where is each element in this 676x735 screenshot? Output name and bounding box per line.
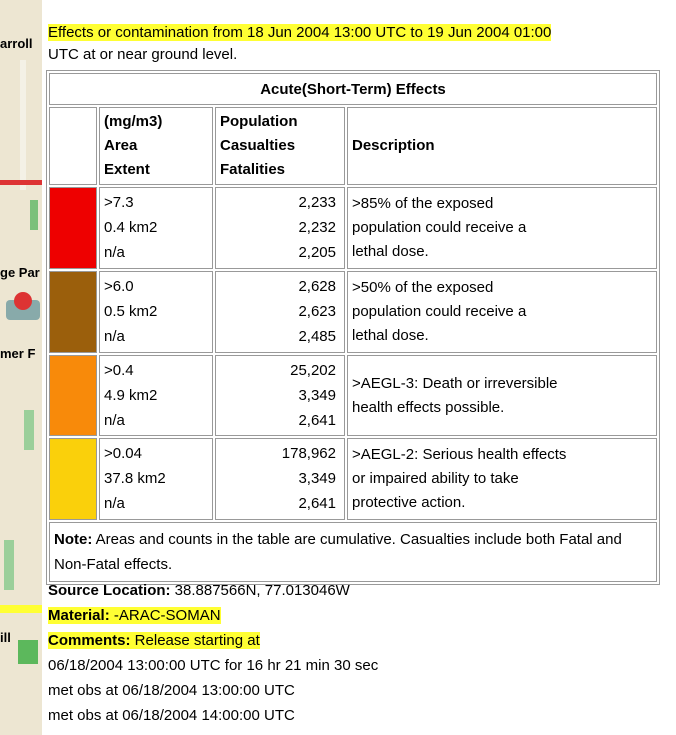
table-row [49,271,657,353]
concentration-values: >6.0 0.5 km2 n/a [99,271,213,353]
note-text: Areas and counts in the table are cumulative. Casualties include both Fatal and Non-Fatal effects. [54,531,622,573]
comment-line: 06/18/2004 13:00:00 UTC for 16 hr 21 min 30 sec [48,657,379,674]
effect-description: >50% of the exposed population could receive a lethal dose. [347,271,657,353]
header-description: Description [347,107,657,185]
map-park [4,540,14,590]
color-swatch-orange [49,355,97,436]
time-range-line-2: UTC at or near ground level. [48,46,238,63]
comments [48,628,668,653]
table-header-row [49,107,657,185]
concentration-values: >7.3 0.4 km2 n/a [99,187,213,269]
source-location-value: 38.887566N, 77.013046W [170,582,350,599]
map-label: arroll [0,36,33,51]
color-swatch-yellow [49,438,97,520]
acute-effects-table [46,70,660,585]
source-location-label: Source Location: [48,582,171,599]
effects-time-range [48,22,668,66]
concentration-values: >0.04 37.8 km2 n/a [99,438,213,520]
note-label: Note: [54,531,93,548]
comment-line: met obs at 06/18/2004 14:00:00 UTC [48,707,295,724]
map-road-highlight [0,605,42,613]
comments-value: Release starting at [130,632,260,649]
material-value: -ARAC-SOMAN [109,607,221,624]
casualty-counts: 2,628 2,623 2,485 [215,271,345,353]
map-strip[interactable] [0,0,42,735]
casualty-counts: 178,962 3,349 2,641 [215,438,345,520]
header-swatch-cell [49,107,97,185]
map-road [0,180,42,185]
map-park [30,200,38,230]
map-park [24,410,34,450]
material-label: Material: [48,607,110,624]
map-label: ill [0,630,11,645]
map-label: ge Par [0,265,40,280]
casualty-counts: 2,233 2,232 2,205 [215,187,345,269]
comments-label: Comments: [48,632,131,649]
map-marker-icon [14,292,32,310]
table-row [49,438,657,520]
header-population: Population Casualties Fatalities [215,107,345,185]
source-location [48,578,668,603]
map-label: mer F [0,346,36,361]
concentration-values: >0.4 4.9 km2 n/a [99,355,213,436]
material [48,603,668,628]
color-swatch-brown [49,271,97,353]
table-row [49,187,657,269]
effect-description: >AEGL-2: Serious health effects or impaired ability to take protective action. [347,438,657,520]
comment-line: met obs at 06/18/2004 13:00:00 UTC [48,682,295,699]
time-range-line-1: Effects or contamination from 18 Jun 2004 13:00 UTC to 19 Jun 2004 01:00 [48,24,552,41]
casualty-counts: 25,202 3,349 2,641 [215,355,345,436]
map-park [18,640,38,664]
effect-description: >AEGL-3: Death or irreversible health effects possible. [347,355,657,436]
header-area-extent: (mg/m3) Area Extent [99,107,213,185]
table-note [49,522,657,582]
effect-description: >85% of the exposed population could receive a lethal dose. [347,187,657,269]
table-title: Acute(Short-Term) Effects [49,73,657,105]
release-info [48,578,668,728]
table-row [49,355,657,436]
color-swatch-red [49,187,97,269]
effects-panel [44,0,676,735]
map-road [20,60,26,190]
